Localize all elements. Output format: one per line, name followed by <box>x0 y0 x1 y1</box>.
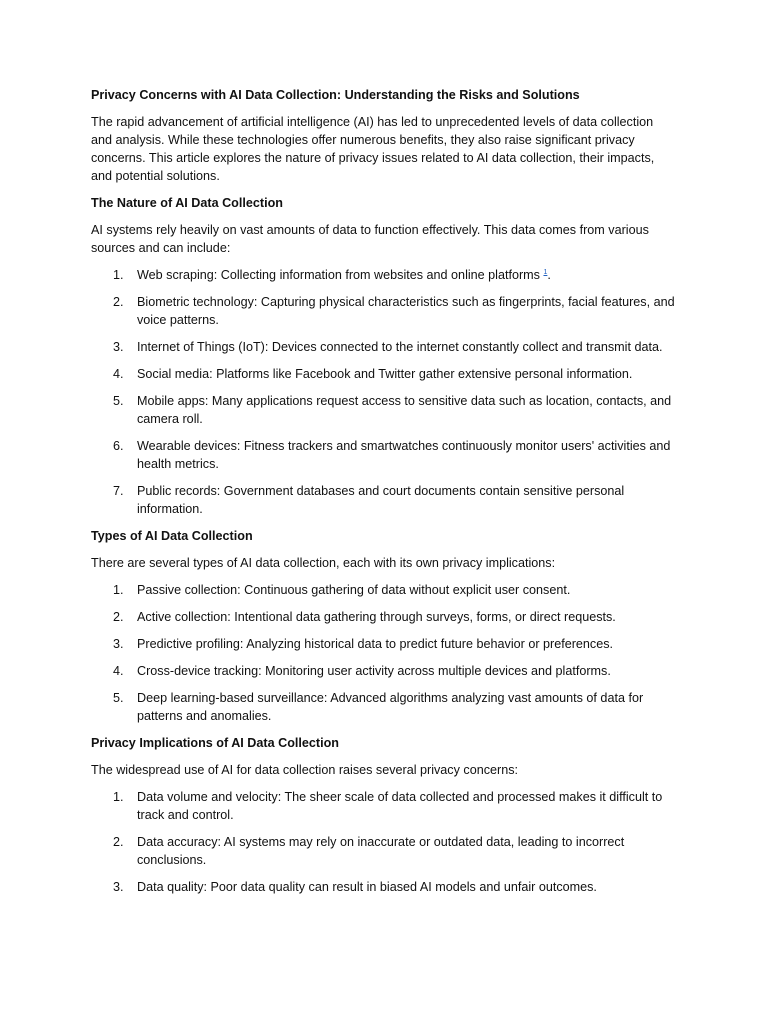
list-types <box>91 581 676 725</box>
list-number: 2. <box>113 610 124 624</box>
list-number: 2. <box>113 835 124 849</box>
list-text: Predictive profiling: Analyzing historical data to predict future behavior or preferences. <box>137 637 614 651</box>
list-number: 6. <box>113 439 124 453</box>
section-heading-implications: Privacy Implications of AI Data Collection <box>91 736 339 750</box>
list-number: 3. <box>113 637 124 651</box>
list-item <box>91 482 676 518</box>
list-item <box>91 365 676 383</box>
section-lead-types: There are several types of AI data collection, each with its own privacy implications: <box>91 556 556 570</box>
list-text: Active collection: Intentional data gathering through surveys, forms, or direct requests. <box>137 610 616 624</box>
list-number: 5. <box>113 691 124 705</box>
list-number: 3. <box>113 880 124 894</box>
intro-paragraph: The rapid advancement of artificial intelligence (AI) has led to unprecedented levels of data collection and analysis. While these technologies offer numerous benefits, they also raise significant privacy concerns. This article explores the nature of privacy issues related to AI data collection, their impacts, and potential solutions. <box>91 115 655 183</box>
section-lead-implications: The widespread use of AI for data collection raises several privacy concerns: <box>91 763 519 777</box>
list-text: Biometric technology: Capturing physical characteristics such as fingerprints, facial features, and voice patterns. <box>137 295 675 327</box>
list-text: Passive collection: Continuous gathering of data without explicit user consent. <box>137 583 571 597</box>
list-text: Data accuracy: AI systems may rely on inaccurate or outdated data, leading to incorrect conclusions. <box>137 835 625 867</box>
list-item <box>91 878 676 896</box>
list-number: 1. <box>113 790 124 804</box>
list-item <box>91 338 676 356</box>
list-implications <box>91 788 676 896</box>
list-item <box>91 437 676 473</box>
list-text: Data quality: Poor data quality can result in biased AI models and unfair outcomes. <box>137 880 597 894</box>
list-text: Mobile apps: Many applications request access to sensitive data such as location, contacts, and camera roll. <box>137 394 672 426</box>
list-number: 2. <box>113 295 124 309</box>
list-item <box>91 833 676 869</box>
list-number: 7. <box>113 484 124 498</box>
list-number: 3. <box>113 340 124 354</box>
list-text: Internet of Things (IoT): Devices connected to the internet constantly collect and transmit data. <box>137 340 663 354</box>
list-item <box>91 635 676 653</box>
list-text-tail: . <box>547 268 551 282</box>
list-text: Social media: Platforms like Facebook and Twitter gather extensive personal information. <box>137 367 633 381</box>
section-heading-types: Types of AI Data Collection <box>91 529 253 543</box>
list-number: 1. <box>113 583 124 597</box>
footnote-link[interactable]: 1 <box>543 268 548 276</box>
list-nature <box>91 266 676 518</box>
list-number: 1. <box>113 268 124 282</box>
list-text: Data volume and velocity: The sheer scale of data collected and processed makes it difficult to track and control. <box>137 790 663 822</box>
list-item <box>91 689 676 725</box>
list-number: 4. <box>113 664 124 678</box>
list-number: 5. <box>113 394 124 408</box>
list-text: Deep learning-based surveillance: Advanced algorithms analyzing vast amounts of data for patterns and anomalies. <box>137 691 644 723</box>
list-item <box>91 392 676 428</box>
list-text: Cross-device tracking: Monitoring user activity across multiple devices and platforms. <box>137 664 611 678</box>
list-item <box>91 788 676 824</box>
list-item <box>91 266 676 284</box>
section-lead-nature: AI systems rely heavily on vast amounts of data to function effectively. This data comes from various sources and can include: <box>91 223 649 255</box>
list-item <box>91 608 676 626</box>
list-item <box>91 581 676 599</box>
page-title: Privacy Concerns with AI Data Collection: Understanding the Risks and Solutions <box>91 88 580 102</box>
list-item <box>91 293 676 329</box>
list-item <box>91 662 676 680</box>
list-number: 4. <box>113 367 124 381</box>
list-text: Wearable devices: Fitness trackers and smartwatches continuously monitor users' activities and health metrics. <box>137 439 671 471</box>
list-text: Web scraping: Collecting information from websites and online platforms <box>137 268 544 282</box>
section-heading-nature: The Nature of AI Data Collection <box>91 196 283 210</box>
list-text: Public records: Government databases and court documents contain sensitive personal information. <box>137 484 625 516</box>
